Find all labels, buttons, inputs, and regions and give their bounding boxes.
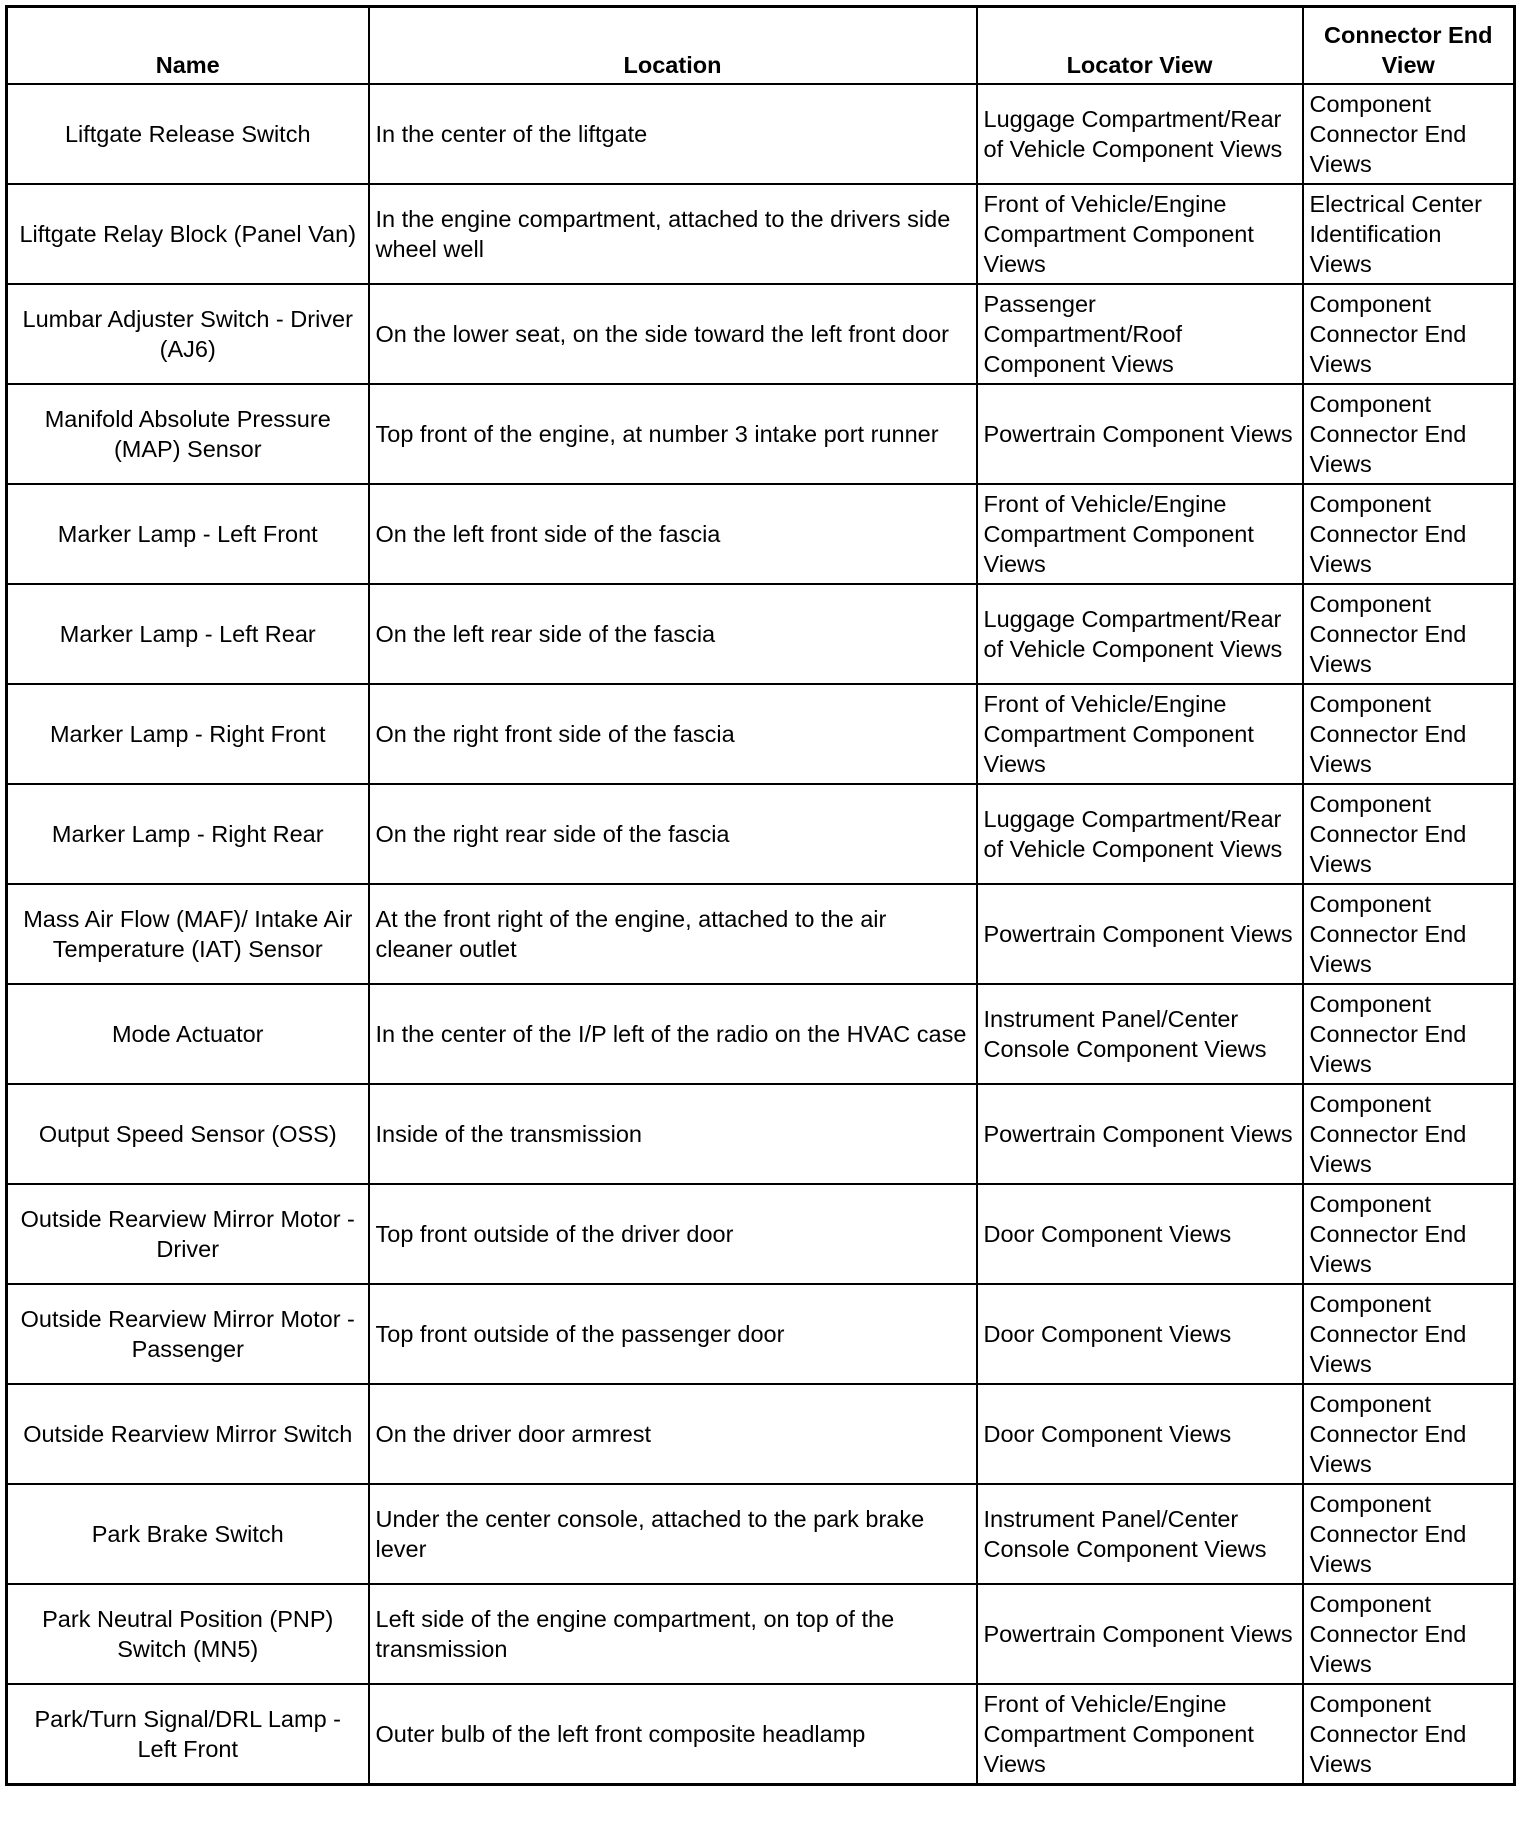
cell-locator-view: Door Component Views <box>977 1284 1303 1384</box>
cell-name: Outside Rearview Mirror Motor - Passenger <box>7 1284 369 1384</box>
cell-connector-end-view: Component Connector End Views <box>1303 1584 1515 1684</box>
cell-connector-end-view: Component Connector End Views <box>1303 384 1515 484</box>
cell-name: Park Brake Switch <box>7 1484 369 1584</box>
cell-locator-view: Luggage Compartment/Rear of Vehicle Component Views <box>977 784 1303 884</box>
table-row <box>7 284 1515 384</box>
table-row <box>7 1384 1515 1484</box>
header-location: Location <box>369 7 977 85</box>
component-locator-table <box>5 5 1516 1786</box>
header-connector-end-view: Connector End View <box>1303 7 1515 85</box>
cell-locator-view: Powertrain Component Views <box>977 1084 1303 1184</box>
cell-locator-view: Front of Vehicle/Engine Compartment Component Views <box>977 1684 1303 1785</box>
cell-location: Outer bulb of the left front composite headlamp <box>369 1684 977 1785</box>
cell-name: Marker Lamp - Left Rear <box>7 584 369 684</box>
table-row <box>7 1084 1515 1184</box>
table-row <box>7 184 1515 284</box>
cell-name: Mode Actuator <box>7 984 369 1084</box>
table-row <box>7 984 1515 1084</box>
table-row <box>7 84 1515 184</box>
cell-connector-end-view: Component Connector End Views <box>1303 1484 1515 1584</box>
cell-connector-end-view: Component Connector End Views <box>1303 1084 1515 1184</box>
cell-connector-end-view: Component Connector End Views <box>1303 484 1515 584</box>
cell-location: Left side of the engine compartment, on top of the transmission <box>369 1584 977 1684</box>
cell-name: Lumbar Adjuster Switch - Driver (AJ6) <box>7 284 369 384</box>
header-row <box>7 7 1515 85</box>
cell-location: On the right rear side of the fascia <box>369 784 977 884</box>
cell-connector-end-view: Component Connector End Views <box>1303 284 1515 384</box>
cell-location: On the left front side of the fascia <box>369 484 977 584</box>
cell-locator-view: Powertrain Component Views <box>977 1584 1303 1684</box>
cell-location: In the center of the liftgate <box>369 84 977 184</box>
cell-name: Mass Air Flow (MAF)/ Intake Air Temperature (IAT) Sensor <box>7 884 369 984</box>
cell-locator-view: Instrument Panel/Center Console Component Views <box>977 984 1303 1084</box>
table-row <box>7 1684 1515 1785</box>
cell-connector-end-view: Component Connector End Views <box>1303 1384 1515 1484</box>
table-row <box>7 784 1515 884</box>
cell-name: Liftgate Release Switch <box>7 84 369 184</box>
table-row <box>7 484 1515 584</box>
cell-locator-view: Door Component Views <box>977 1184 1303 1284</box>
cell-name: Liftgate Relay Block (Panel Van) <box>7 184 369 284</box>
cell-locator-view: Front of Vehicle/Engine Compartment Component Views <box>977 184 1303 284</box>
cell-name: Park Neutral Position (PNP) Switch (MN5) <box>7 1584 369 1684</box>
table-row <box>7 684 1515 784</box>
cell-location: On the right front side of the fascia <box>369 684 977 784</box>
cell-location: Under the center console, attached to the park brake lever <box>369 1484 977 1584</box>
cell-location: Top front outside of the passenger door <box>369 1284 977 1384</box>
cell-locator-view: Front of Vehicle/Engine Compartment Component Views <box>977 484 1303 584</box>
cell-connector-end-view: Component Connector End Views <box>1303 1284 1515 1384</box>
header-name: Name <box>7 7 369 85</box>
cell-name: Marker Lamp - Left Front <box>7 484 369 584</box>
table-row <box>7 1584 1515 1684</box>
cell-locator-view: Instrument Panel/Center Console Component Views <box>977 1484 1303 1584</box>
cell-connector-end-view: Component Connector End Views <box>1303 984 1515 1084</box>
cell-name: Marker Lamp - Right Front <box>7 684 369 784</box>
cell-name: Output Speed Sensor (OSS) <box>7 1084 369 1184</box>
cell-name: Park/Turn Signal/DRL Lamp - Left Front <box>7 1684 369 1785</box>
cell-location: On the lower seat, on the side toward the left front door <box>369 284 977 384</box>
cell-connector-end-view: Component Connector End Views <box>1303 1684 1515 1785</box>
cell-location: Top front of the engine, at number 3 intake port runner <box>369 384 977 484</box>
cell-locator-view: Door Component Views <box>977 1384 1303 1484</box>
cell-locator-view: Passenger Compartment/Roof Component Views <box>977 284 1303 384</box>
cell-location: On the driver door armrest <box>369 1384 977 1484</box>
cell-connector-end-view: Component Connector End Views <box>1303 884 1515 984</box>
cell-location: On the left rear side of the fascia <box>369 584 977 684</box>
cell-connector-end-view: Component Connector End Views <box>1303 584 1515 684</box>
cell-name: Outside Rearview Mirror Motor - Driver <box>7 1184 369 1284</box>
table-row <box>7 584 1515 684</box>
cell-connector-end-view: Component Connector End Views <box>1303 684 1515 784</box>
cell-name: Manifold Absolute Pressure (MAP) Sensor <box>7 384 369 484</box>
cell-connector-end-view: Component Connector End Views <box>1303 84 1515 184</box>
table-row <box>7 884 1515 984</box>
cell-connector-end-view: Electrical Center Identification Views <box>1303 184 1515 284</box>
cell-locator-view: Luggage Compartment/Rear of Vehicle Component Views <box>977 584 1303 684</box>
cell-locator-view: Luggage Compartment/Rear of Vehicle Component Views <box>977 84 1303 184</box>
cell-locator-view: Front of Vehicle/Engine Compartment Component Views <box>977 684 1303 784</box>
cell-locator-view: Powertrain Component Views <box>977 884 1303 984</box>
table-row <box>7 1184 1515 1284</box>
cell-location: Inside of the transmission <box>369 1084 977 1184</box>
table-body <box>7 84 1515 1785</box>
cell-locator-view: Powertrain Component Views <box>977 384 1303 484</box>
cell-name: Marker Lamp - Right Rear <box>7 784 369 884</box>
cell-connector-end-view: Component Connector End Views <box>1303 784 1515 884</box>
table-row <box>7 384 1515 484</box>
cell-location: In the engine compartment, attached to the drivers side wheel well <box>369 184 977 284</box>
table-row <box>7 1484 1515 1584</box>
cell-name: Outside Rearview Mirror Switch <box>7 1384 369 1484</box>
cell-location: In the center of the I/P left of the radio on the HVAC case <box>369 984 977 1084</box>
header-locator-view: Locator View <box>977 7 1303 85</box>
cell-location: At the front right of the engine, attached to the air cleaner outlet <box>369 884 977 984</box>
table-row <box>7 1284 1515 1384</box>
cell-location: Top front outside of the driver door <box>369 1184 977 1284</box>
cell-connector-end-view: Component Connector End Views <box>1303 1184 1515 1284</box>
